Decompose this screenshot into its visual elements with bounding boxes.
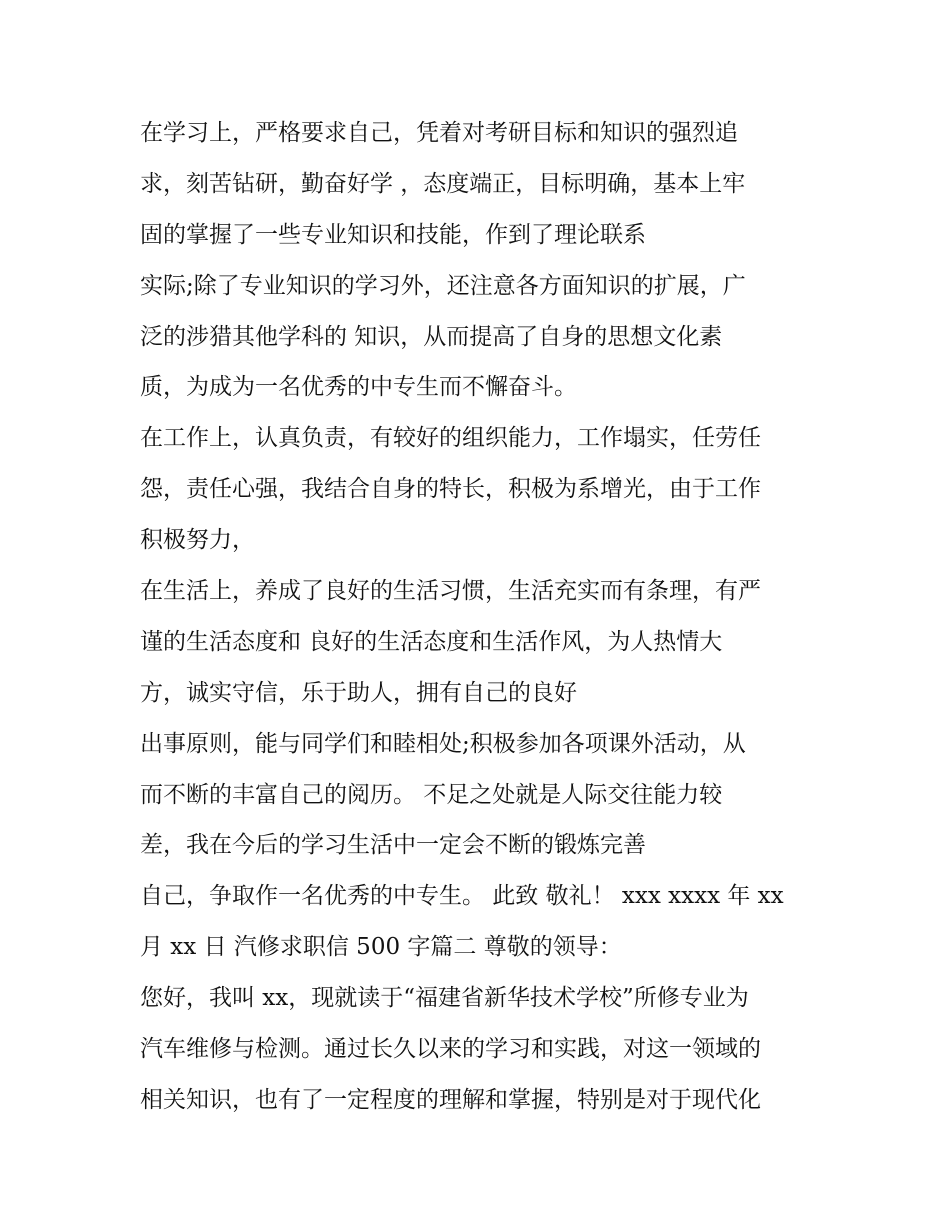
text-line: 月 xx 日 汽修求职信 500 字篇二 尊敬的领导： (140, 934, 622, 961)
text-line: 出事原则，能与同学们和睦相处;积极参加各项课外活动，从 (140, 730, 746, 757)
text-line: 自己，争取作一名优秀的中专生。 此致 敬礼！ xxx xxxx 年 xx (140, 883, 784, 910)
text-line: 在工作上，认真负责，有较好的组织能力，工作塌实，任劳任 (140, 425, 761, 452)
text-line: 实际;除了专业知识的学习外，还注意各方面知识的扩展，广 (140, 272, 746, 299)
text-line: 在学习上，严格要求自己，凭着对考研目标和知识的强烈追 (140, 120, 738, 146)
text-line: 积极努力， (140, 527, 255, 554)
text-line: 您好，我叫 xx，现就读于“福建省新华技术学校”所修专业为 (140, 985, 749, 1012)
text-line: 泛的涉猎其他学科的 知识，从而提高了自身的思想文化素 (140, 323, 723, 350)
text-line: 在生活上，养成了良好的生活习惯，生活充实而有条理，有严 (140, 578, 761, 605)
text-line: 求，刻苦钻研，勤奋好学 ，态度端正，目标明确，基本上牢 (140, 170, 746, 197)
text-line: 相关知识，也有了一定程度的理解和掌握，特别是对于现代化 (140, 1086, 761, 1113)
text-line: 怨，责任心强，我结合自身的特长，积极为系增光，由于工作 (140, 476, 761, 503)
text-line: 谨的生活态度和 良好的生活态度和生活作风，为人热情大 (140, 628, 723, 655)
text-line: 汽车维修与检测。通过长久以来的学习和实践，对这一领域的 (140, 1036, 761, 1063)
text-line: 固的掌握了一些专业知识和技能，作到了理论联系 (140, 221, 646, 248)
text-line: 差，我在今后的学习生活中一定会不断的锻炼完善 (140, 832, 646, 859)
text-line: 而不断的丰富自己的阅历。 不足之处就是人际交往能力较 (140, 781, 723, 808)
text-line: 方，诚实守信，乐于助人，拥有自己的良好 (140, 679, 577, 706)
body-text (140, 108, 830, 1126)
text-line: 质，为成为一名优秀的中专生而不懈奋斗。 (140, 374, 577, 401)
